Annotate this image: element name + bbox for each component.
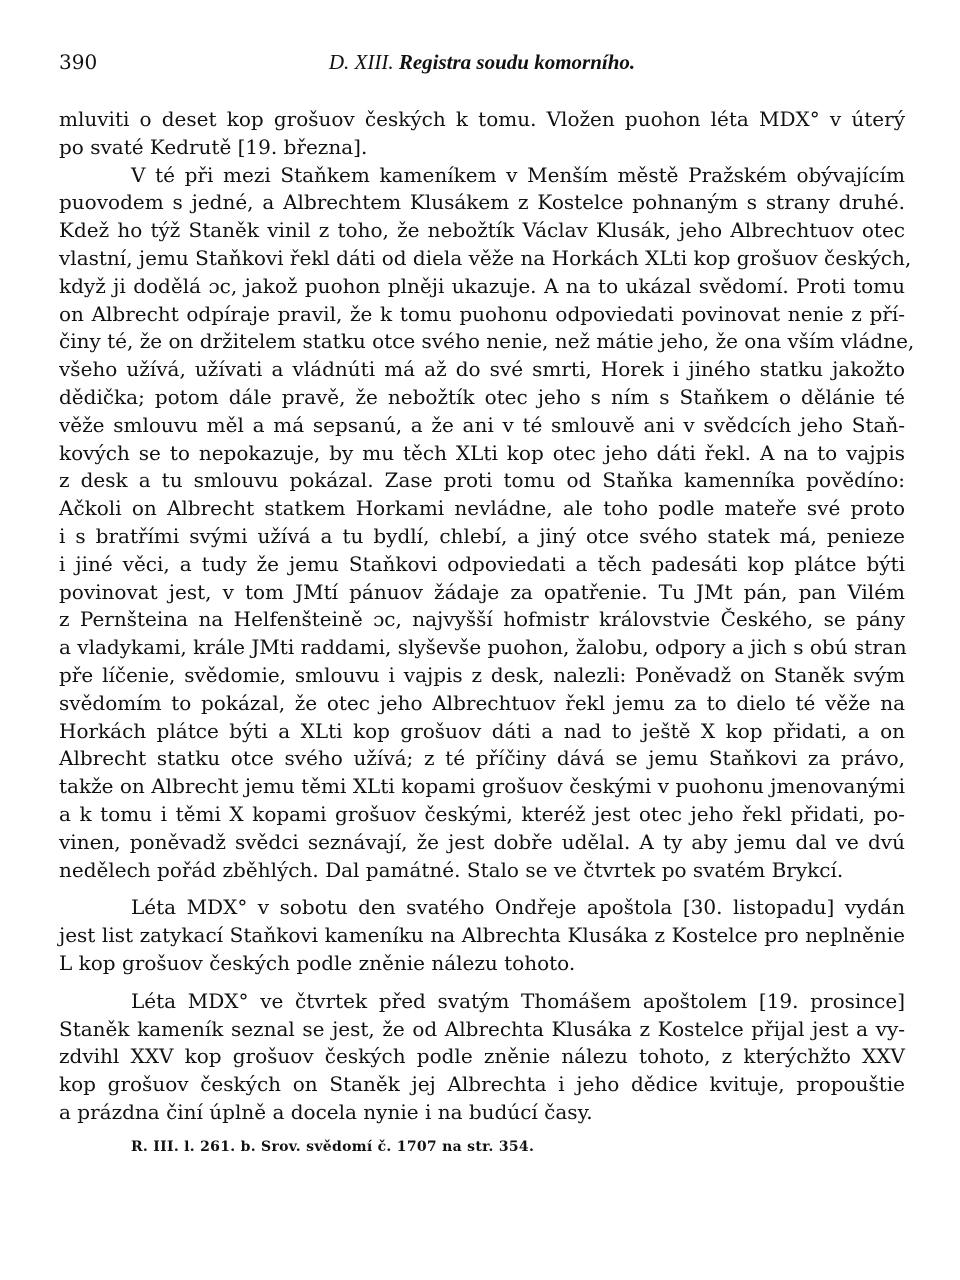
text-line: V té při mezi Staňkem kameníkem v Menším městě Pražském obývajícím [131, 162, 905, 187]
running-title [59, 50, 905, 75]
text-line: Léta MDX° v sobotu den svatého Ondřeje apoštola [30. listopadu] vydán [131, 895, 905, 920]
text-line: činy té, že on držitelem statku otce svého nenie, než mátie jeho, že ona vším vládne, [59, 329, 915, 354]
text-line: puovodem s jedné, a Albrechtem Klusákem z Kostelce pohnaným s strany druhé. [59, 190, 905, 215]
text-line: Kdež ho týž Staněk vinil z toho, že nebožtík Václav Klusák, jeho Albrechtuov otec [59, 218, 905, 243]
text-line: svědomím to pokázal, že otec jeho Albrechtuov řekl jemu za to dielo té věže na [59, 690, 905, 715]
series-number: D. XIII. [328, 50, 394, 74]
text-line: i s bratřími svými užívá a tu bydlí, chlebí, a jiný otce svého statek má, penieze [59, 523, 905, 548]
paragraph [59, 988, 905, 1127]
text-line: vlastní, jemu Staňkovi řekl dáti od diela věže na Horkách XLti kop grošuov českých, [59, 245, 912, 270]
paragraph-gap [59, 978, 905, 988]
text-line: takže on Albrecht jemu těmi XLti kopami grošuov českými v puohonu jmenovanými [59, 774, 905, 799]
text-line: L kop grošuov českých podle zněnie nálezu tohoto. [59, 950, 576, 975]
text-line: když ji dodělá ɔc, jakož puohon plněji ukazuje. A na to ukázal svědomí. Proti tomu [59, 273, 905, 298]
text-line: všeho užívá, užívati a vládnúti má až do své smrti, Horek i jiného statku jakožto [59, 357, 905, 382]
paragraph [59, 106, 905, 162]
text-line: a prázdna činí úplně a docela nynie i na budúcí časy. [59, 1099, 593, 1124]
text-line: a k tomu i těmi X kopami grošuov českými, kteréž jest otec jeho řekl přidati, po- [59, 801, 905, 826]
text-line: Horkách plátce býti a XLti kop grošuov dáti a nad to ještě X kop přidati, a on [59, 718, 905, 743]
text-line: a vladykami, krále JMti raddami, slyševše puohon, žalobu, odpory a jich s obú stran [59, 635, 907, 660]
text-line: dědička; potom dále pravě, že nebožtík otec jeho s ním s Staňkem o dělánie té [59, 384, 905, 409]
running-head [59, 50, 905, 84]
text-line: kových se to nepokazuje, by mu těch XLti kop otec jeho dáti řekl. A na to vajpis [59, 440, 905, 465]
text-line: pře líčenie, svědomie, smlouvu i vajpis z desk, nalezli: Poněvadž on Staněk svým [59, 662, 905, 687]
text-line: po svaté Kedrutě [19. března]. [59, 134, 368, 159]
book-title: Registra soudu komorního. [398, 50, 636, 74]
text-line: z Pernšteina na Helfenšteině ɔc, najvyšší hofmistr královstvie Českého, se pány [59, 607, 905, 632]
text-line: kop grošuov českých on Staněk jej Albrechta i jeho dědice kvituje, propouštie [59, 1072, 905, 1097]
page-number: 390 [59, 50, 98, 74]
text-line: povinovat jest, v tom JMtí pánuov žádaje za opatřenie. Tu JMt pán, pan Vilém [59, 579, 905, 604]
paragraph-gap [59, 884, 905, 894]
text-line: Staněk kameník seznal se jest, že od Albrechta Klusáka z Kostelce přijal jest a vy- [59, 1016, 905, 1041]
document-page [59, 50, 915, 1155]
text-line: jest list zatykací Staňkovi kameníku na Albrechta Klusáka z Kostelce pro neplněnie [59, 923, 905, 948]
paragraph [59, 162, 915, 885]
text-line: věže smlouvu měl a má sepsanú, a že ani v té smlouvě ani v svědcích jeho Staň- [59, 412, 905, 437]
text-line: vinen, poněvadž svědci seznávají, že jest dobře udělal. A ty aby jemu dal ve dvú [59, 829, 905, 854]
text-line: z desk a tu smlouvu pokázal. Zase proti tomu od Staňka kamenníka povědíno: [59, 468, 905, 493]
text-line: nedělech pořád zběhlých. Dal památné. Stalo se ve čtvrtek po svatém Brykcí. [59, 857, 844, 882]
text-line: on Albrecht odpíraje pravil, že k tomu puohonu odpoviedati povinovat nenie z pří- [59, 301, 905, 326]
text-line: Albrecht statku otce svého užívá; z té příčiny dává se jemu Staňkovi za právo, [59, 746, 905, 771]
body-text [59, 106, 915, 1127]
text-line: mluviti o deset kop grošuov českých k tomu. Vložen puohon léta MDX° v úterý [59, 107, 905, 131]
text-line: Léta MDX° ve čtvrtek před svatým Thomášem apoštolem [19. prosince] [131, 988, 905, 1013]
source-note: R. III. l. 261. b. Srov. svědomí č. 1707 na str. 354. [131, 1138, 535, 1155]
text-line: Ačkoli on Albrecht statkem Horkami nevládne, ale toho podle mateře své proto [59, 496, 905, 521]
paragraph [59, 894, 905, 977]
text-line: zdvihl XXV kop grošuov českých podle zněnie nálezu tohoto, z kterýchžto XXV [59, 1044, 905, 1069]
text-line: i jiné věci, a tudy že jemu Staňkovi odpoviedati a těch padesáti kop plátce býti [59, 551, 905, 576]
